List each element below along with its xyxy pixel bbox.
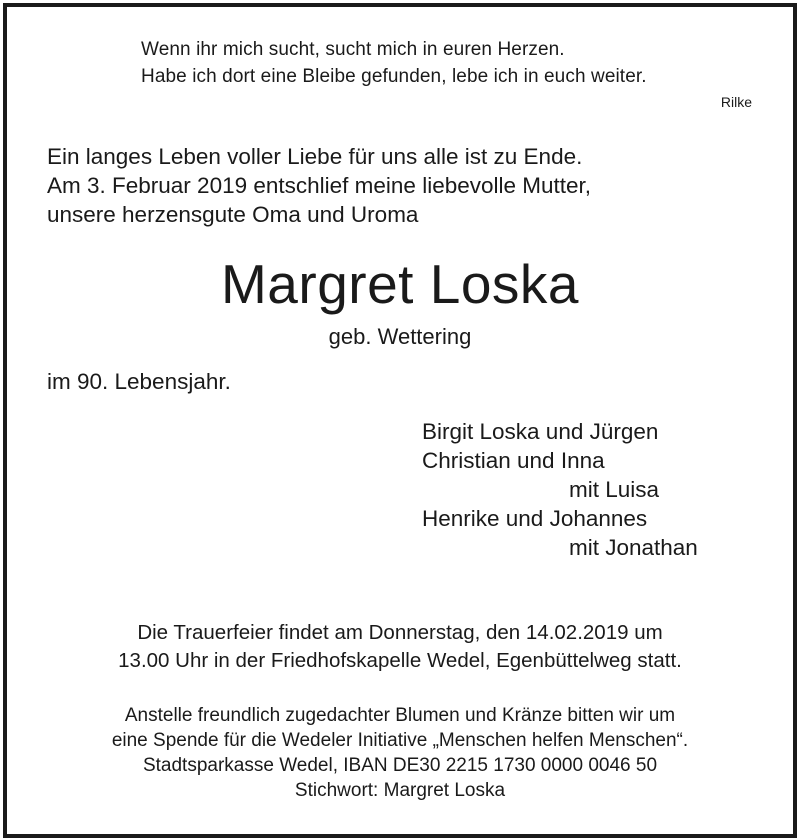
intro-line-2: Am 3. Februar 2019 entschlief meine liebevolle Mutter, — [47, 173, 592, 198]
poem-line-2: Habe ich dort eine Bleibe gefunden, lebe ich in euch weiter. — [141, 66, 647, 87]
mourner-line: mit Jonathan — [569, 535, 698, 560]
donation-line-4: Stichwort: Margret Loska — [294, 780, 506, 801]
deceased-name: Margret Loska — [220, 253, 580, 315]
donation-line-1: Anstelle freundlich zugedachter Blumen und Kränze bitten wir um — [124, 705, 676, 726]
service-line-1: Die Trauerfeier findet am Donnerstag, den 14.02.2019 um — [137, 621, 663, 644]
intro-line-1: Ein langes Leben voller Liebe für uns alle ist zu Ende. — [47, 144, 583, 169]
donation-line-2: eine Spende für die Wedeler Initiative „Menschen helfen Menschen“. — [111, 730, 689, 751]
mourner-line: mit Luisa — [569, 477, 660, 502]
poem-author: Rilke — [720, 94, 752, 110]
poem-line-1: Wenn ihr mich sucht, sucht mich in euren Herzen. — [141, 39, 565, 60]
mourner-line: Birgit Loska und Jürgen — [422, 419, 659, 444]
maiden-name: geb. Wettering — [328, 324, 472, 349]
mourner-line: Christian und Inna — [422, 448, 605, 473]
age-line: im 90. Lebensjahr. — [47, 369, 231, 394]
intro-line-3: unsere herzensgute Oma und Uroma — [47, 202, 419, 227]
service-line-2: 13.00 Uhr in der Friedhofskapelle Wedel, Egenbüttelweg statt. — [118, 649, 682, 672]
mourner-line: Henrike und Johannes — [422, 506, 648, 531]
donation-line-3: Stadtsparkasse Wedel, IBAN DE30 2215 1730 0000 0046 50 — [142, 755, 658, 776]
